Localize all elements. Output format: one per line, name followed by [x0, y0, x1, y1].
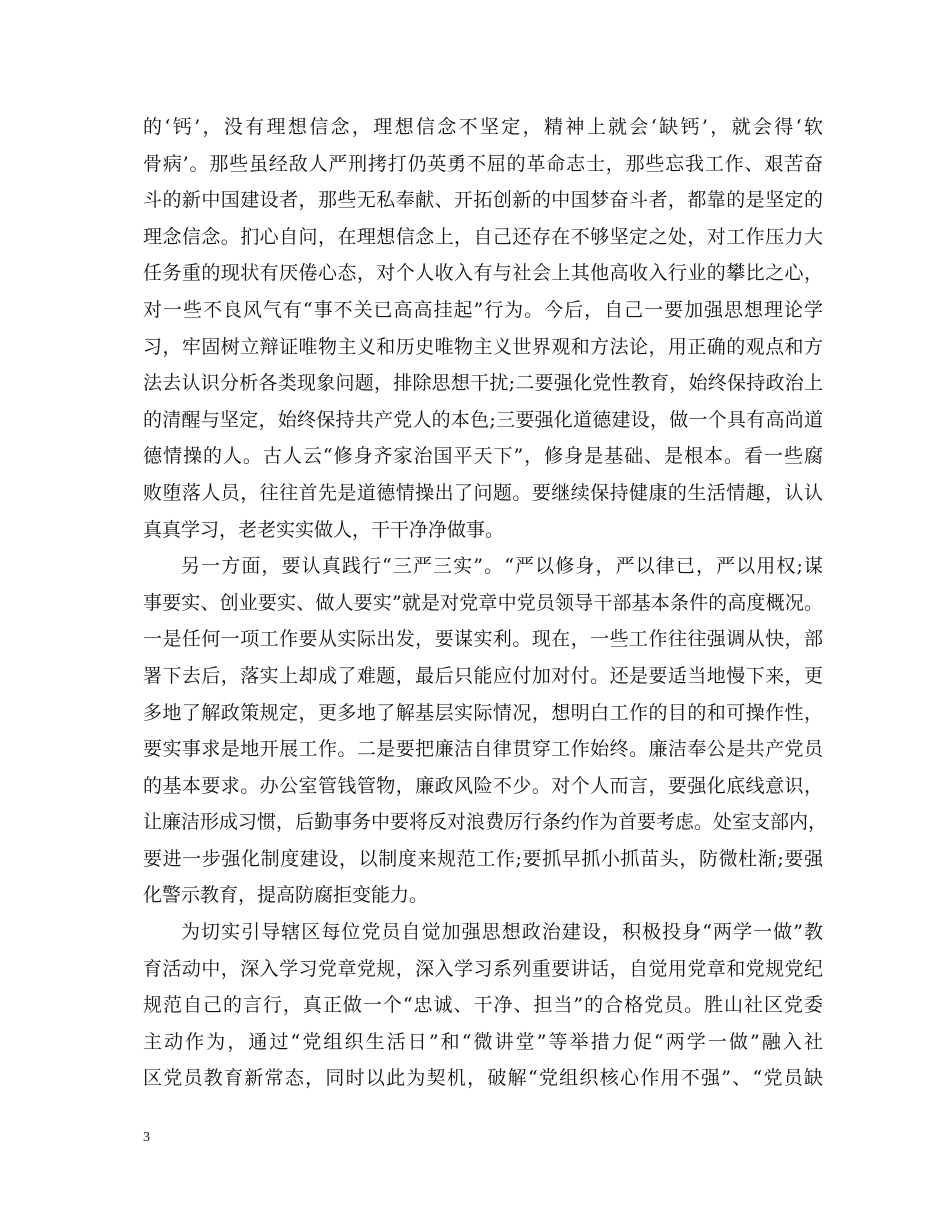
- text-line: 主动作为，通过“党组织生活日”和“微讲堂”等举措力促“两学一做”融入社: [143, 1030, 823, 1053]
- text-line: 要进一步强化制度建设，以制度来规范工作;要抓早抓小抓苗头，防微杜渐;要强: [143, 847, 823, 870]
- text-line: 对一些不良风气有“事不关已高高挂起”行为。今后，自己一要加强思想理论学: [143, 298, 823, 321]
- text-line: 骨病’。那些虽经敌人严刑拷打仍英勇不屈的革命志士，那些忘我工作、艰苦奋: [143, 152, 823, 175]
- text-line: 事要实、创业要实、做人要实”就是对党章中党员领导干部基本条件的高度概况。: [143, 591, 823, 614]
- text-line: 多地了解政策规定，更多地了解基层实际情况，想明白工作的目的和可操作性，: [143, 701, 823, 724]
- text-line: 德情操的人。古人云“修身齐家治国平天下”，修身是基础、是根本。看一些腐: [143, 445, 823, 468]
- page-number: 3: [143, 1130, 150, 1145]
- text-line: 法去认识分析各类现象问题，排除思想干扰;二要强化党性教育，始终保持政治上: [143, 372, 823, 395]
- paragraph-first-line: 为切实引导辖区每位党员自觉加强思想政治建设，积极投身“两学一做”教: [181, 921, 823, 944]
- body-text: [143, 109, 828, 1097]
- text-line: 署下去后，落实上却成了难题，最后只能应付加对付。还是要适当地慢下来，更: [143, 664, 823, 687]
- text-line: 的基本要求。办公室管钱管物，廉政风险不少。对个人而言，要强化底线意识，: [143, 774, 823, 797]
- text-line: 化警示教育，提高防腐拒变能力。: [143, 884, 429, 907]
- text-line: 理念信念。扪心自问，在理想信念上，自己还存在不够坚定之处，对工作压力大: [143, 225, 823, 248]
- text-line: 区党员教育新常态，同时以此为契机，破解“党组织核心作用不强”、“党员缺: [143, 1067, 823, 1090]
- text-line: 的清醒与坚定，始终保持共产党人的本色;三要强化道德建设，做一个具有高尚道: [143, 408, 823, 431]
- text-line: 败堕落人员，往往首先是道德情操出了问题。要继续保持健康的生活情趣，认认: [143, 481, 823, 504]
- text-line: 规范自己的言行，真正做一个“忠诚、干净、担当”的合格党员。胜山社区党委: [143, 994, 823, 1017]
- text-line: 斗的新中国建设者，那些无私奉献、开拓创新的中国梦奋斗者，都靠的是坚定的: [143, 189, 823, 212]
- paragraph-first-line: 另一方面，要认真践行“三严三实”。“严以修身，严以律已，严以用权;谋: [181, 555, 823, 578]
- text-line: 的‘钙’，没有理想信念，理想信念不坚定，精神上就会‘缺钙’，就会得‘软: [143, 116, 823, 138]
- text-line: 育活动中，深入学习党章党规，深入学习系列重要讲话，自觉用党章和党规党纪: [143, 957, 823, 980]
- text-line: 习，牢固树立辩证唯物主义和历史唯物主义世界观和方法论，用正确的观点和方: [143, 335, 823, 358]
- text-line: 任务重的现状有厌倦心态，对个人收入有与社会上其他高收入行业的攀比之心，: [143, 262, 823, 285]
- text-line: 让廉洁形成习惯，后勤事务中要将反对浪费厉行条约作为首要考虑。处室支部内，: [143, 811, 828, 834]
- text-line: 要实事求是地开展工作。二是要把廉洁自律贯穿工作始终。廉洁奉公是共产党员: [143, 738, 823, 761]
- text-line: 真真学习，老老实实做人，干干净净做事。: [143, 518, 505, 541]
- text-line: 一是任何一项工作要从实际出发，要谋实利。现在，一些工作往往强调从快，部: [143, 628, 823, 651]
